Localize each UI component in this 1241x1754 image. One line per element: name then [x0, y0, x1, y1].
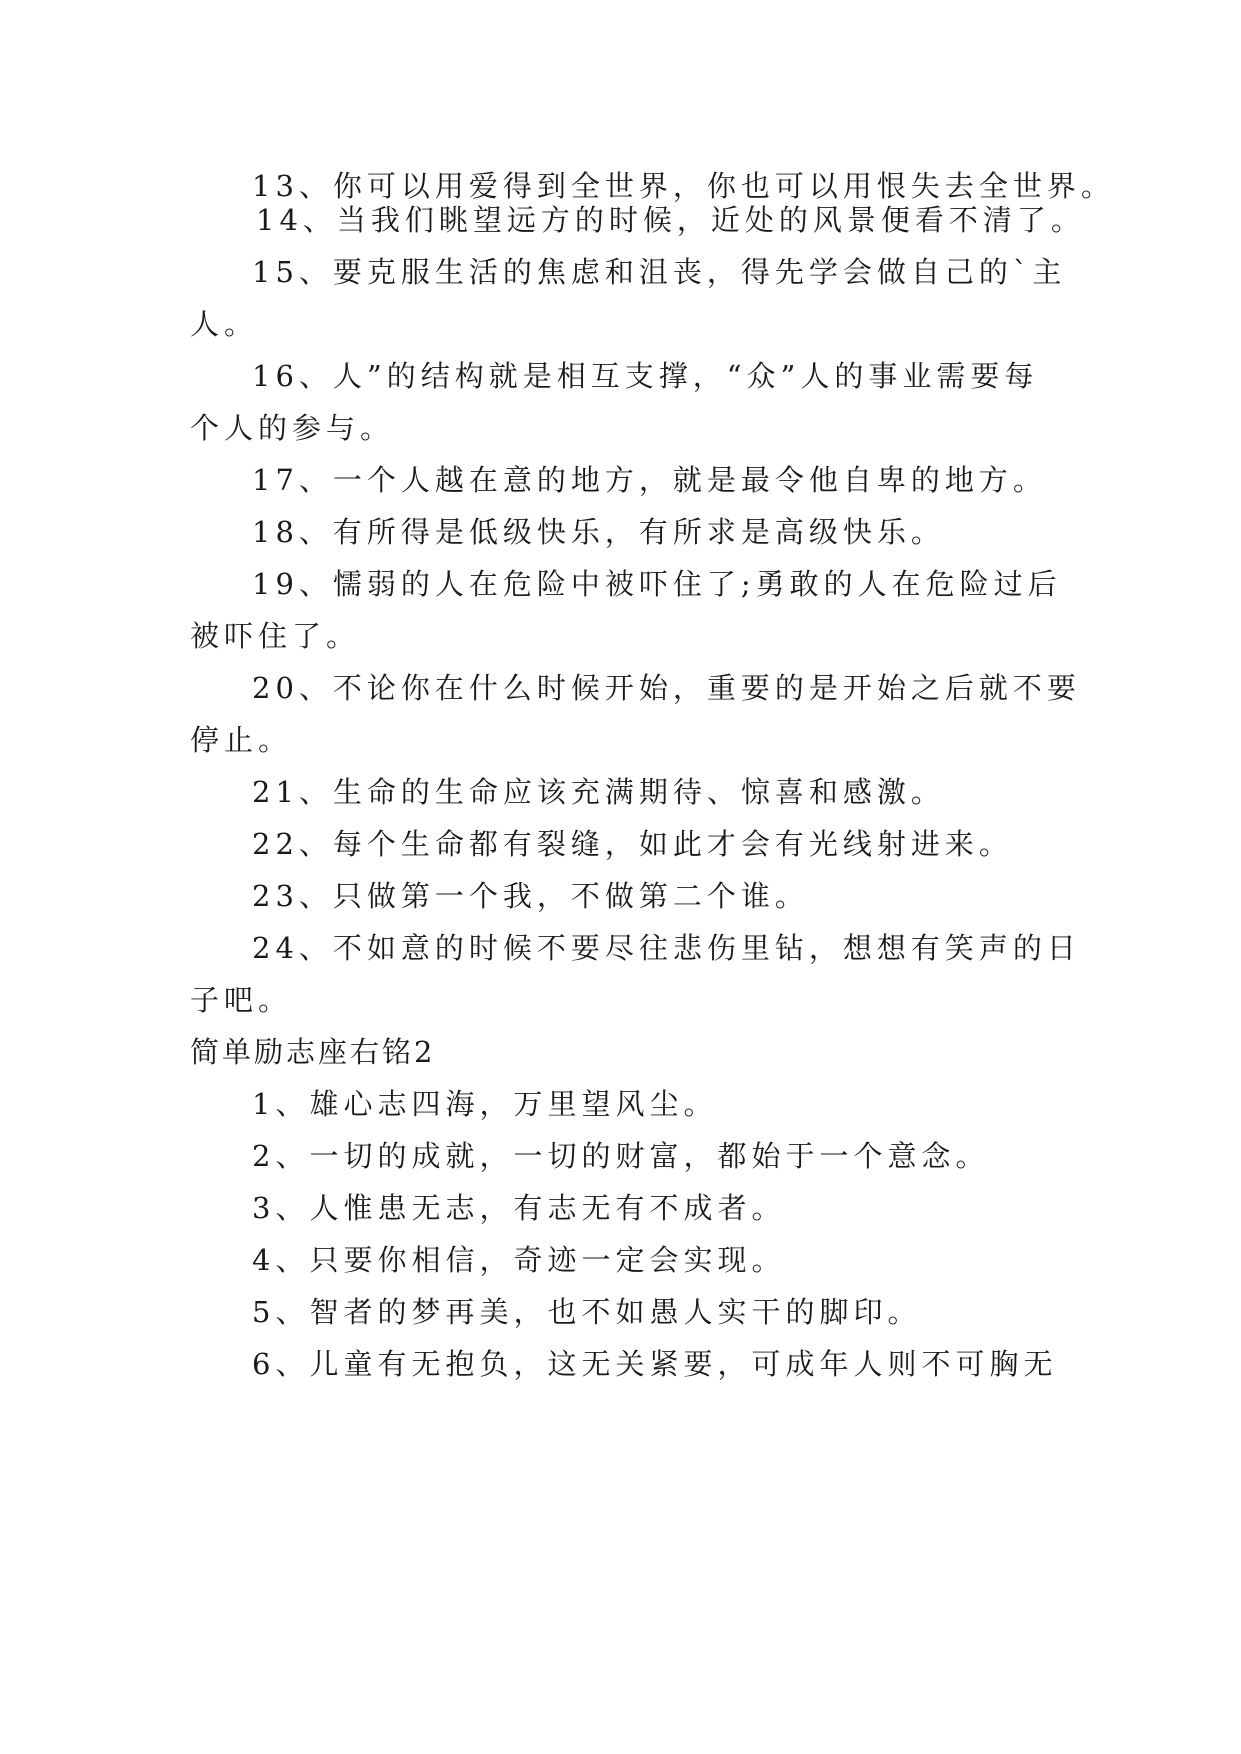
motto-2-line-1: 2、一切的成就，一切的财富，都始于一个意念。	[252, 1139, 990, 1173]
motto-6-line-1: 6、儿童有无抱负，这无关紧要，可成年人则不可胸无	[252, 1347, 1058, 1381]
quote-24-line-1: 24、不如意的时候不要尽往悲伤里钻，想想有笑声的日	[252, 931, 1081, 965]
section-heading: 简单励志座右铭2	[190, 1035, 436, 1069]
quote-20-line-2: 停止。	[190, 723, 293, 757]
quote-15-line-2: 人。	[190, 307, 259, 341]
quote-16-line-1: 16、人”的结构就是相互支撑，“众”人的事业需要每	[252, 359, 1039, 393]
quote-14-line-1: 14、当我们眺望远方的时候，近处的风景便看不清了。	[256, 203, 1085, 237]
quote-19-line-1: 19、懦弱的人在危险中被吓住了;勇敢的人在危险过后	[252, 567, 1062, 601]
quote-20-line-1: 20、不论你在什么时候开始，重要的是开始之后就不要	[252, 671, 1081, 705]
quote-23-line-1: 23、只做第一个我，不做第二个谁。	[252, 879, 809, 913]
quote-18-line-1: 18、有所得是低级快乐，有所求是高级快乐。	[252, 515, 945, 549]
quote-19-line-2: 被吓住了。	[190, 619, 361, 653]
quote-15-line-1: 15、要克服生活的焦虑和沮丧，得先学会做自己的`主	[252, 255, 1067, 289]
motto-3-line-1: 3、人惟患无志，有志无有不成者。	[252, 1191, 786, 1225]
quote-24-line-2: 子吧。	[190, 983, 293, 1017]
quote-21-line-1: 21、生命的生命应该充满期待、惊喜和感激。	[252, 775, 945, 809]
quote-13-line-1: 13、你可以用爱得到全世界，你也可以用恨失去全世界。	[252, 169, 1115, 203]
motto-1-line-1: 1、雄心志四海，万里望风尘。	[252, 1087, 718, 1121]
quote-16-line-2: 个人的参与。	[190, 411, 395, 445]
motto-4-line-1: 4、只要你相信，奇迹一定会实现。	[252, 1243, 786, 1277]
quote-22-line-1: 22、每个生命都有裂缝，如此才会有光线射进来。	[252, 827, 1013, 861]
quote-17-line-1: 17、一个人越在意的地方，就是最令他自卑的地方。	[252, 463, 1047, 497]
motto-5-line-1: 5、智者的梦再美，也不如愚人实干的脚印。	[252, 1295, 922, 1329]
